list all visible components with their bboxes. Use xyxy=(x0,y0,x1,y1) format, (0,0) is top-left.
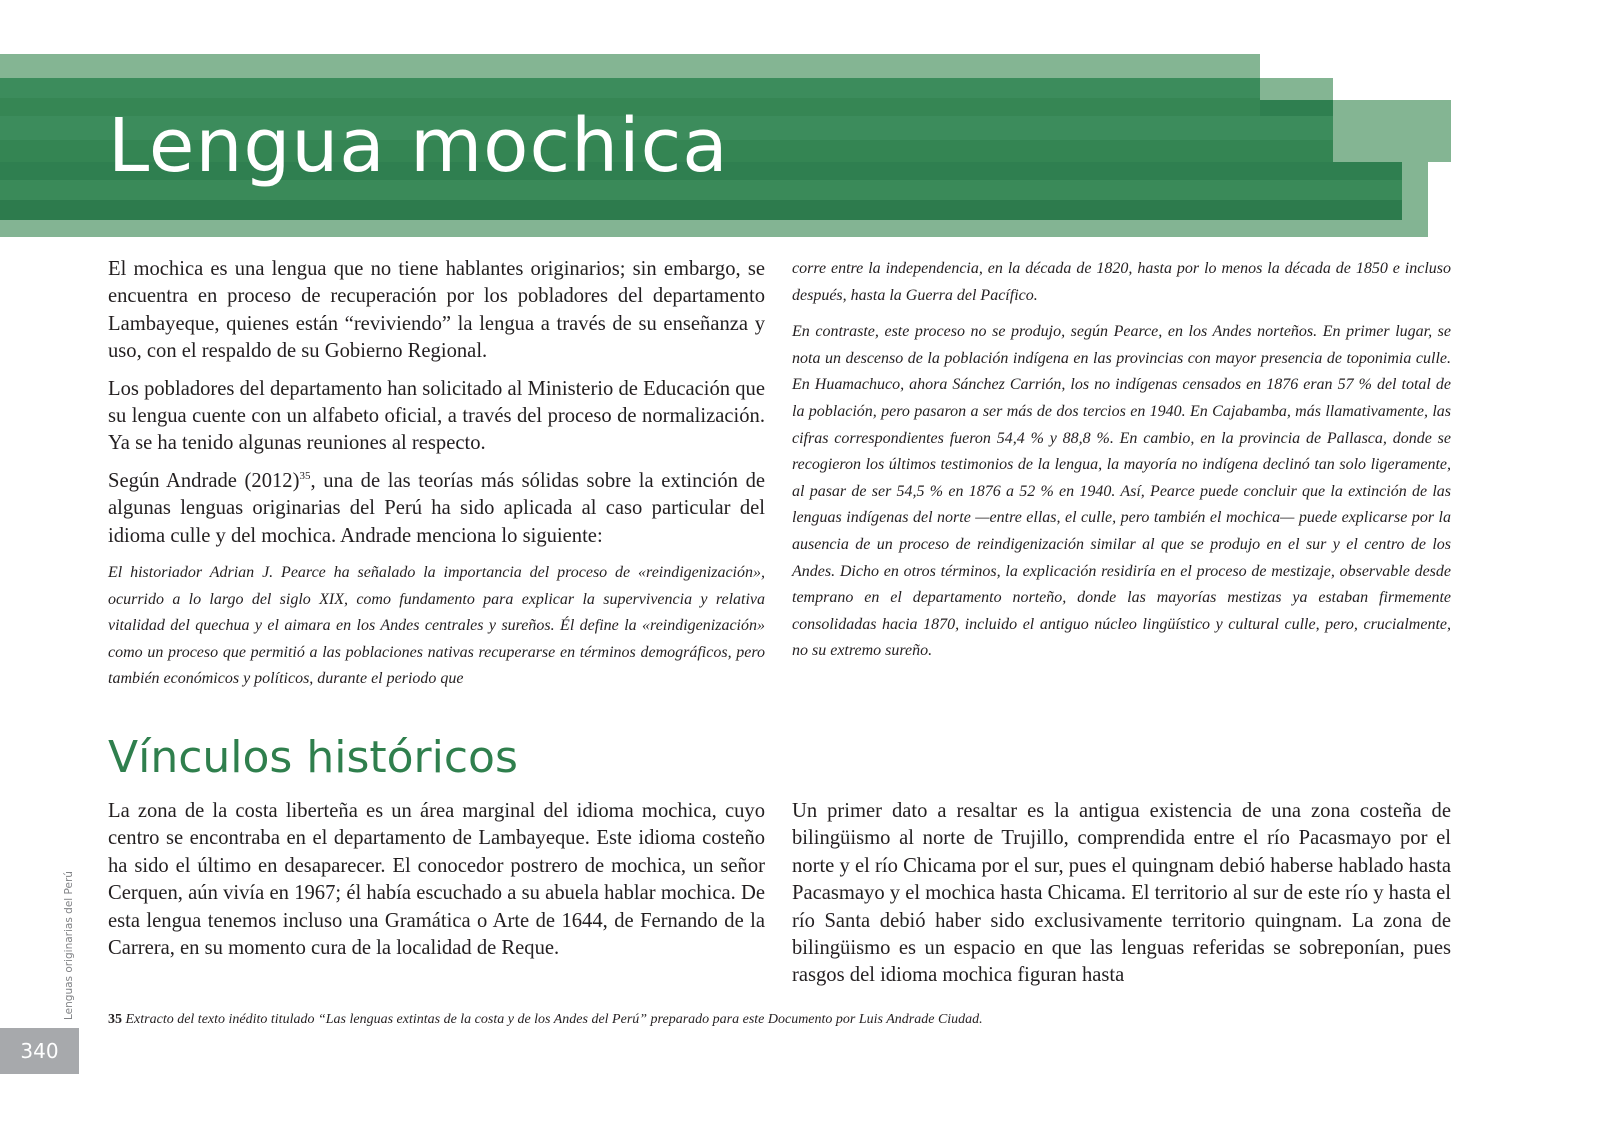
paragraph: La zona de la costa liberteña es un área marginal del idioma mochica, cuyo centro se encontraba en el departamento de Lambayeque. Este idioma costeño ha sido el último en desaparecer. El conocedor postrero de mochica, un señor Cerquen, aún vivía en 1967; él había escuchado a su abuela hablar mochica. De esta lengua tenemos incluso una Gramática o Arte de 1644, de Fernando de la Carrera, en su momento cura de la localidad de Reque. xyxy=(108,800,765,960)
paragraph: El mochica es una lengua que no tiene hablantes originarios; sin embargo, se encuentra en proceso de recuperación por los pobladores del departamento Lambayeque, quienes están “reviviendo” la lengua a través de su enseñanza y uso, con el respaldo de su Gobierno Regional. xyxy=(108,258,765,363)
footnote xyxy=(108,1010,1451,1030)
banner-stripe xyxy=(0,54,1260,78)
footnote-reference: 35 xyxy=(299,469,311,482)
banner-stripe xyxy=(0,220,1428,237)
paragraph-text: , una de las teorías más sólidas sobre la extinción de algunas lenguas originarias del Perú ha sido aplicada al caso particular del idioma culle y del mochica. Andrade menciona lo siguiente: xyxy=(108,469,766,547)
banner-stripe xyxy=(1333,100,1451,162)
paragraph: Los pobladores del departamento han solicitado al Ministerio de Educación que su lengua cuente con un alfabeto oficial, a través del proceso de normalización. Ya se ha tenido algunas reuniones al respecto. xyxy=(108,377,765,455)
column-left-bottom xyxy=(108,798,765,972)
banner-stripe xyxy=(0,200,1402,220)
banner-stripe xyxy=(0,78,1333,100)
paragraph: Un primer dato a resaltar es la antigua existencia de una zona costeña de bilingüismo al norte de Trujillo, comprendida entre el río Pacasmayo por el norte y el río Chicama por el sur, pues el quingnam debió haberse hablado hasta Pacasmayo y el mochica hasta Chicama. El territorio al sur de este río y hasta el río Santa debió haber sido exclusivamente territorio quingnam. La zona de bilingüismo es un espacio en que las lenguas referidas se sobreponían, pues rasgos del idioma mochica figuran hasta xyxy=(792,800,1451,987)
footnote-number: 35 xyxy=(108,1012,122,1027)
running-title: Lenguas originarias del Perú xyxy=(63,871,75,1020)
footnote-text: Extracto del texto inédito titulado “Las lenguas extintas de la costa y de los Andes del Perú” preparado para este Documento por Luis Andrade Ciudad. xyxy=(125,1012,983,1027)
column-right-top xyxy=(792,256,1451,665)
block-quote: En contraste, este proceso no se produjo, según Pearce, en los Andes norteños. En primer lugar, se nota un descenso de la población indígena en las provincias con mayor presencia de toponimia culle. En Huamachuco, ahora Sánchez Carrión, los no indígenas censados en 1876 eran 57 % del total de la población, pero pasaron a ser más de dos tercios en 1940. En Cajabamba, más llamativamente, las cifras correspondientes fueron 54,4 % y 88,8 %. En cambio, en la provincia de Pallasca, donde se recogieron los últimos testimonios de la lengua, la mayoría no indígena declinó tan solo ligeramente, al pasar de ser 54,5 % en 1876 a 52 % en 1940. Así, Pearce puede concluir que la extinción de las lenguas indígenas del norte —entre ellas, el culle, pero también el mochica— puede explicarse por la ausencia de un proceso de reindigenización similar al que se produjo en el sur y el centro de los Andes. Dicho en otros términos, la explicación residiría en el proceso de mestizaje, observable desde temprano en el departamento norteño, donde las mayorías mestizas ya estaban firmemente consolidadas hacia 1870, incluido el antiguo núcleo lingüístico y cultural culle, pero, crucialmente, no su extremo sureño. xyxy=(792,323,1451,660)
banner-stripe xyxy=(1402,162,1428,180)
banner-stripe xyxy=(1402,180,1428,220)
column-left-top xyxy=(108,256,765,693)
paragraph xyxy=(108,468,765,550)
section-heading: Vínculos históricos xyxy=(108,732,518,783)
paragraph-text: Según Andrade (2012) xyxy=(108,469,300,492)
column-right-bottom xyxy=(792,798,1451,1000)
banner-stripe xyxy=(1260,78,1333,100)
page-number: 340 xyxy=(0,1028,79,1074)
block-quote: El historiador Adrian J. Pearce ha señalado la importancia del proceso de «reindigenización», ocurrido a lo largo del siglo XIX, como fundamento para explicar la supervivencia y relativa vitalidad del quechua y el aimara en los Andes centrales y sureños. Él define la «reindigenización» como un proceso que permitió a las poblaciones nativas recuperarse en términos demográficos, pero también económicos y políticos, durante el periodo que xyxy=(108,564,765,688)
block-quote: corre entre la independencia, en la década de 1820, hasta por lo menos la década de 1850 e incluso después, hasta la Guerra del Pacífico. xyxy=(792,260,1451,304)
page-title: Lengua mochica xyxy=(108,103,729,189)
title-banner xyxy=(0,0,1600,240)
